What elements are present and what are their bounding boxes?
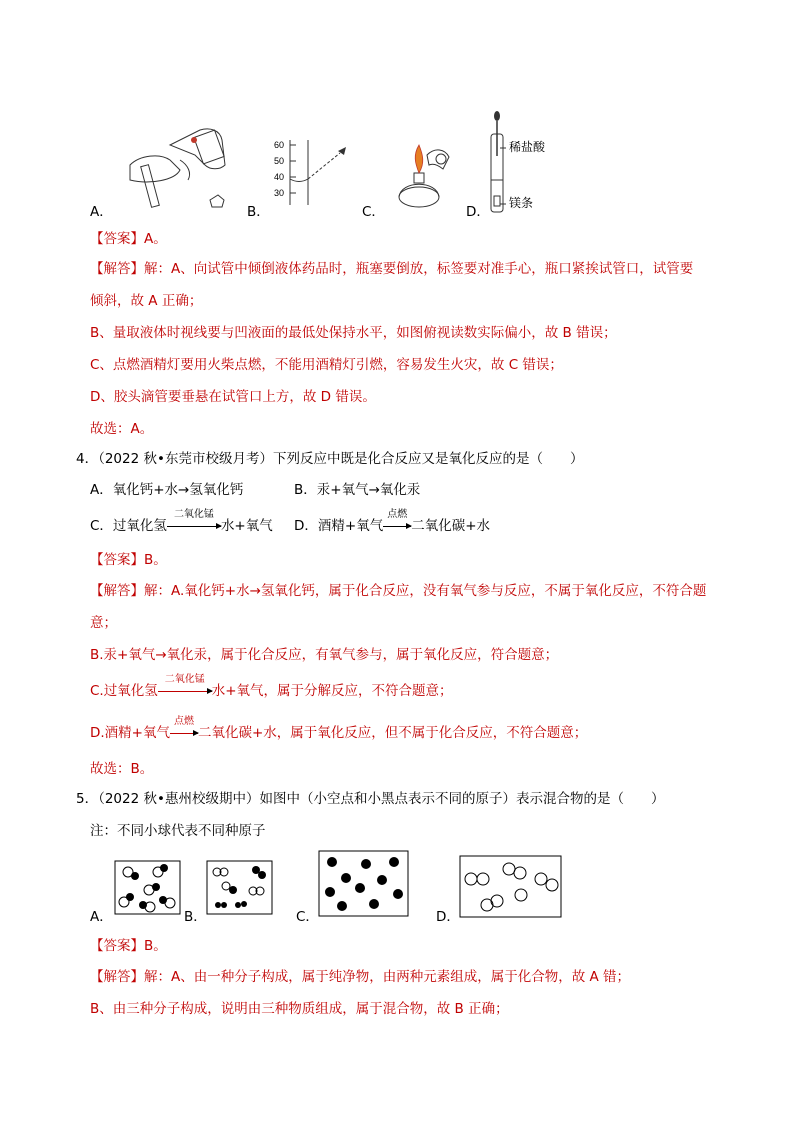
tick-30: 30 — [274, 188, 285, 198]
q4-option-c: C．过氧化氢 二氧化锰 水+氧气 — [90, 509, 273, 534]
q3-explain-line-4: C、点燃酒精灯要用火柴点燃，不能用酒精灯引燃，容易发生火灾，故 C 错误； — [90, 357, 563, 373]
q4-explain-line-4: C.过氧化氢 二氧化锰 水+氧气，属于分解反应，不符合题意； — [90, 674, 453, 699]
molecule-box-d — [459, 855, 563, 919]
q4-option-a: A．氧化钙+水→氢氧化钙 — [90, 482, 244, 498]
q3-answer: 【答案】A。 — [90, 231, 167, 247]
q5-note: 注：不同小球代表不同种原子 — [90, 823, 266, 839]
molecule-box-b — [206, 860, 274, 916]
molecule-box-a — [114, 860, 182, 916]
q3-explain-line-3: B、量取液体时视线要与凹液面的最低处保持水平，如图俯视读数实际偏小，故 B 错误； — [90, 325, 617, 341]
molecule-box-c — [318, 850, 410, 918]
q5-explain-line-1: 【解答】解：A、由一种分子构成，属于纯净物，由两种元素组成，属于化合物，故 A 错； — [90, 969, 631, 985]
q4-explain-line-6: 故选：B。 — [90, 761, 154, 777]
q3-explain-line-6: 故选：A。 — [90, 421, 154, 437]
q4-explain-line-1: 【解答】解：A.氧化钙+水→氢氧化钙，属于化合反应，没有氧气参与反应，不属于氧化反应，不符合题 — [90, 583, 707, 599]
hydrochloric-acid-label: 稀盐酸 — [509, 140, 546, 154]
q3-option-a-label: A． — [90, 204, 113, 220]
q3-option-b-label: B． — [247, 204, 270, 220]
tick-60: 60 — [274, 140, 285, 150]
q5-explain-line-2: B、由三种分子构成，说明由三种物质组成，属于混合物，故 B 正确； — [90, 1001, 509, 1017]
q3-option-d-label: D． — [466, 204, 490, 220]
q5-option-c-label: C． — [296, 909, 319, 925]
magnesium-strip-label: 镁条 — [509, 196, 534, 210]
q4-answer: 【答案】B。 — [90, 552, 167, 568]
alcohol-lamp-illustration — [383, 135, 463, 215]
q4-option-b: B．汞+氧气→氧化汞 — [294, 482, 421, 498]
q3-explain-line-2: 倾斜，故 A 正确； — [90, 293, 203, 309]
tick-40: 40 — [274, 172, 285, 182]
q4-explain-line-3: B.汞+氧气→氧化汞，属于化合反应，有氧气参与，属于氧化反应，符合题意； — [90, 647, 559, 663]
q4-explain-line-2: 意； — [90, 615, 117, 631]
q3-explain-line-1: 【解答】解：A、向试管中倾倒液体药品时，瓶塞要倒放，标签要对准手心，瓶口紧挨试管口，试管要 — [90, 261, 694, 277]
q5-option-d-label: D． — [436, 909, 460, 925]
q4-explain-line-5: D.酒精+氧气 点燃 二氧化碳+水，属于氧化反应，但不属于化合反应，不符合题意； — [90, 716, 588, 741]
q5-option-a-label: A． — [90, 909, 113, 925]
graduated-cylinder-illustration — [272, 135, 362, 210]
tick-50: 50 — [274, 156, 285, 166]
q5-answer: 【答案】B。 — [90, 938, 167, 954]
q3-explain-line-5: D、胶头滴管要垂悬在试管口上方，故 D 错误。 — [90, 389, 376, 405]
pouring-liquid-illustration — [110, 125, 240, 215]
q4-option-d: D．酒精+氧气 点燃 二氧化碳+水 — [294, 509, 491, 534]
dropper-test-tube-illustration — [486, 108, 566, 216]
q5-option-b-label: B． — [184, 909, 207, 925]
q4-stem: 4．（2022 秋•东莞市校级月考）下列反应中既是化合反应又是氧化反应的是（ ） — [76, 451, 584, 467]
q5-stem: 5．（2022 秋•惠州校级期中）如图中（小空点和小黑点表示不同的原子）表示混合物的是（ ） — [76, 791, 665, 807]
q3-option-c-label: C． — [362, 204, 385, 220]
